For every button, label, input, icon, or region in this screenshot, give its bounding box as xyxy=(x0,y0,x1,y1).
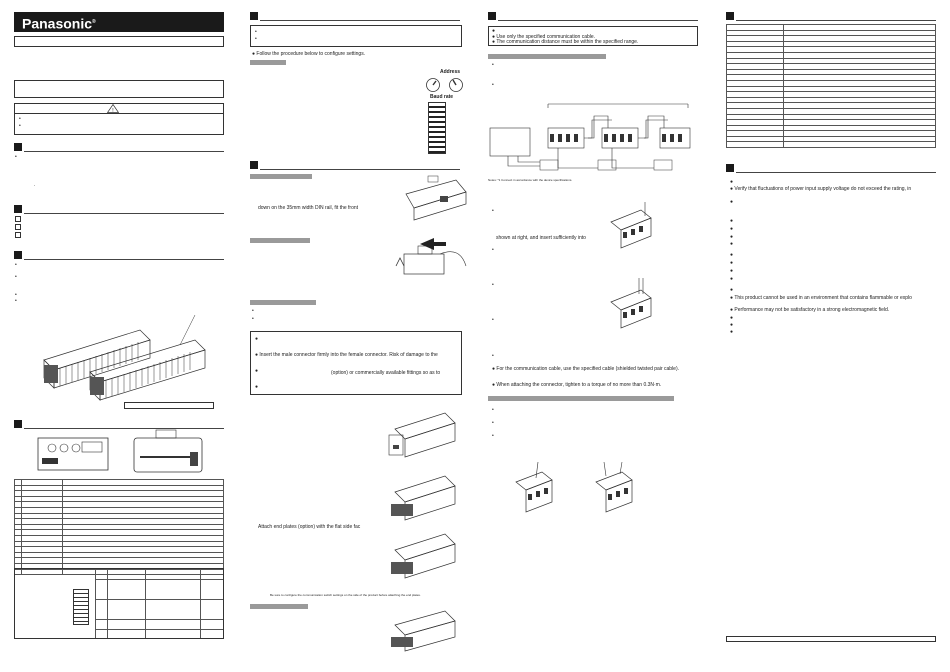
intro-box xyxy=(14,80,224,98)
side-view-diagram xyxy=(130,430,210,476)
rotary-switch-icon xyxy=(420,76,470,94)
end-plate-illustration-1 xyxy=(385,405,465,465)
subheading-bar xyxy=(488,54,606,59)
section-marker xyxy=(488,12,496,20)
module-illustration xyxy=(30,310,220,410)
bullet: • xyxy=(492,317,494,323)
bullet: • xyxy=(15,154,17,160)
wiring-note: Notes: *1 Connect in accordance with the device specifications. xyxy=(488,178,573,182)
section-rule xyxy=(24,428,224,429)
bullet: • xyxy=(15,262,17,268)
end-plate-text: Attach end plates (option) with the flat side fac xyxy=(258,524,361,530)
section-marker xyxy=(14,251,22,259)
connector-note-box: ● ● Insert the male connector firmly into the female connector. Risk of damage to the ● (option) or commercially available fittings so as to ● xyxy=(250,331,462,395)
cable-text: ● For the communication cable, use the specified cable (shielded twisted pair cable). xyxy=(492,366,680,372)
subheading-bar xyxy=(250,300,316,305)
section-rule xyxy=(736,20,936,21)
parts-table xyxy=(14,479,224,575)
bullet: • xyxy=(492,208,494,214)
end-plate-illustration-2 xyxy=(385,470,465,526)
svg-text:!: ! xyxy=(112,107,114,114)
option-text: (option) or commercially available fittings so as to xyxy=(331,370,441,376)
bullet: • xyxy=(252,316,254,322)
bullet: ● xyxy=(730,218,734,224)
bullet: • xyxy=(492,433,494,439)
note-box: • • xyxy=(250,25,462,47)
baud-label: Baud rate xyxy=(430,94,454,100)
bullet: ● xyxy=(730,315,734,321)
title-box xyxy=(14,36,224,47)
section-rule xyxy=(498,20,698,21)
bullet: • xyxy=(492,407,494,413)
terminal-illustration-2 xyxy=(592,462,642,518)
section-marker xyxy=(250,12,258,20)
torque-text: ● When attaching the connector, tighten to a torque of no more than 0.3N·m. xyxy=(492,382,662,388)
bullet: • xyxy=(15,298,17,304)
warning-icon xyxy=(107,104,119,113)
bullet: ● xyxy=(730,260,734,266)
bullet: ● xyxy=(730,226,734,232)
em-caution: ● Performance may not be satisfactory in a strong electromagnetic field. xyxy=(730,307,890,313)
section-rule xyxy=(24,151,224,152)
caption-box xyxy=(124,402,214,409)
voltage-caution: ● Verify that fluctuations of power input supply voltage do not exceed the rating, in xyxy=(730,186,912,192)
bullet: . xyxy=(34,182,36,188)
safety-box: ! • • xyxy=(14,103,224,135)
subheading-bar xyxy=(250,174,312,179)
dip-switch-icon xyxy=(428,102,446,154)
removal-illustration xyxy=(385,605,465,655)
flammable-caution: ● This product cannot be used in an environment that contains flammable or explo xyxy=(730,295,912,301)
address-label: Address xyxy=(440,69,461,75)
subheading-bar xyxy=(488,396,674,401)
connector-release-illustration xyxy=(605,278,655,334)
dip-switch-icon xyxy=(73,589,89,625)
bullet: ● xyxy=(730,322,734,328)
section-rule xyxy=(260,169,460,170)
checkbox-2 xyxy=(15,224,21,230)
section-marker xyxy=(14,143,22,151)
subheading-bar xyxy=(250,60,286,65)
bullet: • xyxy=(492,62,494,68)
section-marker xyxy=(726,12,734,20)
din-mount-illustration xyxy=(400,174,470,220)
din-text: down on the 35mm width DIN rail, fit the front xyxy=(258,205,359,211)
section-rule xyxy=(24,213,224,214)
section-marker xyxy=(14,420,22,428)
connector-note: ● Insert the male connector firmly into the female connector. Risk of damage to the xyxy=(255,352,438,358)
front-view-diagram xyxy=(34,434,114,480)
cable-bullet: ● Use only the specified communication cable. xyxy=(492,34,596,40)
bullet: • xyxy=(15,274,17,280)
section-marker xyxy=(250,161,258,169)
wiring-diagram xyxy=(488,98,698,176)
bullet: • xyxy=(15,292,17,298)
section-rule xyxy=(260,20,460,21)
remove-illustration xyxy=(390,236,470,286)
bullet: ● xyxy=(730,268,734,274)
panasonic-logo: Panasonic® xyxy=(14,12,224,32)
dip-switch-table xyxy=(14,568,224,639)
bullet: ● xyxy=(730,329,734,335)
configure-bullet: ● Follow the procedure below to configure settings. xyxy=(252,51,366,57)
checkbox-3 xyxy=(15,232,21,238)
section-marker xyxy=(14,205,22,213)
insert-text: shown at right, and insert sufficiently into xyxy=(496,235,586,241)
section-marker xyxy=(726,164,734,172)
bullet: • xyxy=(492,247,494,253)
bullet: ● xyxy=(730,234,734,240)
bullet: • xyxy=(492,353,494,359)
end-plate-illustration-3 xyxy=(385,528,465,584)
bottom-note: Be sure to configure the communication switch settings on the side of the product before attaching the end plates. xyxy=(270,593,421,597)
subheading-bar xyxy=(250,238,310,243)
section-rule xyxy=(736,172,936,173)
specifications-table xyxy=(726,24,936,148)
connector-insert-illustration xyxy=(605,202,655,252)
bullet: ● xyxy=(730,287,734,293)
subheading-bar xyxy=(250,604,308,609)
section-rule xyxy=(24,259,224,260)
bullet: ● xyxy=(730,276,734,282)
bullet: • xyxy=(492,82,494,88)
bullet: ● xyxy=(730,252,734,258)
bullet: • xyxy=(252,308,254,314)
bullet: ● xyxy=(730,241,734,247)
bullet: • xyxy=(492,282,494,288)
terminal-illustration-1 xyxy=(512,462,558,518)
checkbox-1 xyxy=(15,216,21,222)
bullet: ● xyxy=(730,199,734,205)
distance-bullet: ● The communication distance must be within the specified range. xyxy=(492,39,639,45)
bullet: • xyxy=(492,420,494,426)
footer-box xyxy=(726,636,936,642)
caution-box: ● ● Use only the specified communication cable. ● The communication distance must be within the specified range. xyxy=(488,26,698,46)
bullet: ● xyxy=(730,179,734,185)
